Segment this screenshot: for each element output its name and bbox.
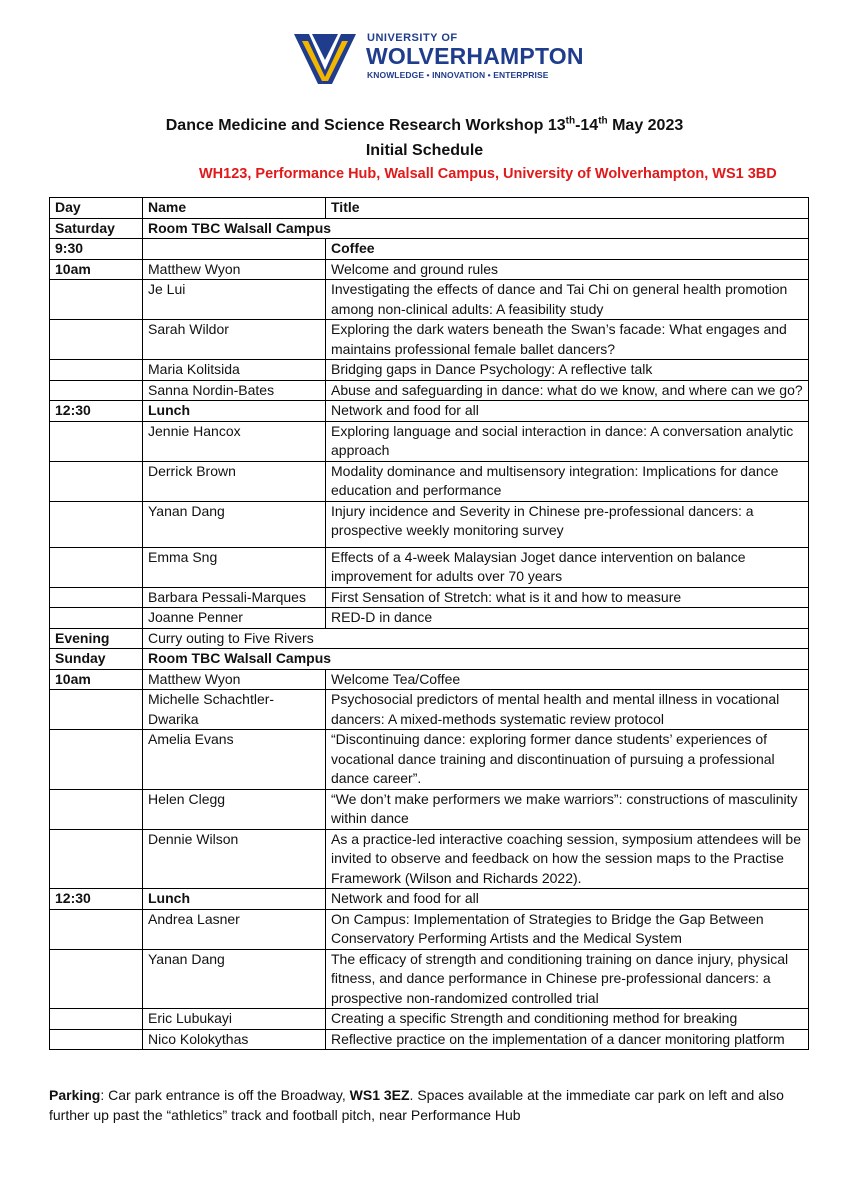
table-row bbox=[50, 669, 809, 690]
venue-line: WH123, Performance Hub, Walsall Campus, University of Wolverhampton, WS1 3BD bbox=[199, 166, 777, 182]
table-row bbox=[50, 547, 809, 587]
parking-note bbox=[49, 1085, 809, 1125]
table-row bbox=[50, 360, 809, 381]
cell-name: Helen Clegg bbox=[143, 789, 326, 829]
cell-day bbox=[50, 380, 143, 401]
cell-day bbox=[50, 1029, 143, 1050]
header-day: Day bbox=[50, 198, 143, 219]
cell-name: Lunch bbox=[143, 401, 326, 422]
cell-day bbox=[50, 608, 143, 629]
cell-day bbox=[50, 949, 143, 1009]
cell-title: Abuse and safeguarding in dance: what do we know, and where can we go? bbox=[326, 380, 809, 401]
cell-title: Coffee bbox=[326, 239, 809, 260]
cell-name: Room TBC Walsall Campus bbox=[143, 218, 809, 239]
cell-title: The efficacy of strength and conditioning training on dance injury, physical fitness, and dance performance in Chinese pre-professional dancers: a prospective non-randomized controlled trial bbox=[326, 949, 809, 1009]
table-row bbox=[50, 789, 809, 829]
cell-title: Injury incidence and Severity in Chinese pre-professional dancers: a prospective weekly monitoring survey bbox=[326, 501, 809, 547]
cell-name: Matthew Wyon bbox=[143, 669, 326, 690]
header-name: Name bbox=[143, 198, 326, 219]
cell-day bbox=[50, 547, 143, 587]
cell-name: Jennie Hancox bbox=[143, 421, 326, 461]
cell-name: Derrick Brown bbox=[143, 461, 326, 501]
cell-day: 12:30 bbox=[50, 889, 143, 910]
table-row bbox=[50, 909, 809, 949]
cell-day bbox=[50, 690, 143, 730]
table-row bbox=[50, 380, 809, 401]
cell-title: Effects of a 4-week Malaysian Joget dance intervention on balance improvement for adults over 70 years bbox=[326, 547, 809, 587]
cell-title: Bridging gaps in Dance Psychology: A reflective talk bbox=[326, 360, 809, 381]
logo-line-wolverhampton: WOLVERHAMPTON bbox=[366, 43, 584, 69]
cell-name: Barbara Pessali-Marques bbox=[143, 587, 326, 608]
cell-day bbox=[50, 829, 143, 889]
cell-name: Room TBC Walsall Campus bbox=[143, 649, 809, 670]
cell-day: Saturday bbox=[50, 218, 143, 239]
cell-day bbox=[50, 421, 143, 461]
parking-text-1: : Car park entrance is off the Broadway, bbox=[100, 1087, 350, 1103]
cell-day: 10am bbox=[50, 259, 143, 280]
cell-day bbox=[50, 909, 143, 949]
cell-name: Maria Kolitsida bbox=[143, 360, 326, 381]
cell-title: Exploring language and social interaction in dance: A conversation analytic approach bbox=[326, 421, 809, 461]
cell-name: Emma Sng bbox=[143, 547, 326, 587]
table-row bbox=[50, 320, 809, 360]
document-title bbox=[0, 116, 849, 136]
cell-name: Sanna Nordin-Bates bbox=[143, 380, 326, 401]
cell-name: Yanan Dang bbox=[143, 949, 326, 1009]
cell-name: Sarah Wildor bbox=[143, 320, 326, 360]
table-row bbox=[50, 1029, 809, 1050]
cell-day bbox=[50, 280, 143, 320]
cell-title: RED-D in dance bbox=[326, 608, 809, 629]
cell-day: 9:30 bbox=[50, 239, 143, 260]
cell-day bbox=[50, 501, 143, 547]
cell-day: 10am bbox=[50, 669, 143, 690]
cell-title: Creating a specific Strength and conditioning method for breaking bbox=[326, 1009, 809, 1030]
cell-name: Joanne Penner bbox=[143, 608, 326, 629]
cell-name bbox=[143, 239, 326, 260]
cell-name: Eric Lubukayi bbox=[143, 1009, 326, 1030]
cell-day bbox=[50, 789, 143, 829]
cell-day: Evening bbox=[50, 628, 143, 649]
table-row bbox=[50, 218, 809, 239]
table-row bbox=[50, 421, 809, 461]
cell-name: Nico Kolokythas bbox=[143, 1029, 326, 1050]
parking-label: Parking bbox=[49, 1087, 101, 1103]
cell-name: Michelle Schachtler-Dwarika bbox=[143, 690, 326, 730]
table-row bbox=[50, 461, 809, 501]
parking-text-2: . Spaces available at the immediate car park on left and also further up past the “athletics” track and football pitch, near Performance Hub bbox=[49, 1087, 784, 1123]
cell-title: Psychosocial predictors of mental health and mental illness in vocational dancers: A mixed-methods systematic review protocol bbox=[326, 690, 809, 730]
table-row bbox=[50, 730, 809, 790]
cell-day: 12:30 bbox=[50, 401, 143, 422]
table-row bbox=[50, 649, 809, 670]
cell-title: On Campus: Implementation of Strategies to Bridge the Gap Between Conservatory Performing Artists and the Medical System bbox=[326, 909, 809, 949]
cell-name: Matthew Wyon bbox=[143, 259, 326, 280]
header-title: Title bbox=[326, 198, 809, 219]
cell-title: Network and food for all bbox=[326, 401, 809, 422]
cell-name: Amelia Evans bbox=[143, 730, 326, 790]
cell-title: Exploring the dark waters beneath the Swan’s facade: What engages and maintains professional female ballet dancers? bbox=[326, 320, 809, 360]
table-row bbox=[50, 608, 809, 629]
cell-title: “We don’t make performers we make warriors”: constructions of masculinity within dance bbox=[326, 789, 809, 829]
table-header-row bbox=[50, 198, 809, 219]
cell-name: Curry outing to Five Rivers bbox=[143, 628, 809, 649]
cell-day bbox=[50, 360, 143, 381]
university-crest-icon bbox=[292, 30, 358, 86]
document-subtitle: Initial Schedule bbox=[365, 142, 484, 159]
cell-day bbox=[50, 320, 143, 360]
cell-title: Reflective practice on the implementation of a dancer monitoring platform bbox=[326, 1029, 809, 1050]
table-row bbox=[50, 280, 809, 320]
cell-day: Sunday bbox=[50, 649, 143, 670]
logo-line-university-of: UNIVERSITY OF bbox=[367, 32, 458, 44]
parking-postcode: WS1 3EZ bbox=[349, 1087, 410, 1103]
table-row bbox=[50, 501, 809, 547]
title-sup-1: th bbox=[565, 115, 576, 127]
title-prefix: Dance Medicine and Science Research Workshop 13 bbox=[165, 117, 566, 134]
table-row bbox=[50, 259, 809, 280]
cell-name: Yanan Dang bbox=[143, 501, 326, 547]
cell-day bbox=[50, 587, 143, 608]
cell-name: Lunch bbox=[143, 889, 326, 910]
cell-day bbox=[50, 461, 143, 501]
cell-title: Welcome and ground rules bbox=[326, 259, 809, 280]
cell-title: Network and food for all bbox=[326, 889, 809, 910]
title-suffix: May 2023 bbox=[607, 117, 684, 134]
cell-title: As a practice-led interactive coaching session, symposium attendees will be invited to observe and feedback on how the session maps to the Practise Framework (Wilson and Richards 2022). bbox=[326, 829, 809, 889]
cell-day bbox=[50, 1009, 143, 1030]
cell-title: Investigating the effects of dance and Tai Chi on general health promotion among non-clinical adults: A feasibility study bbox=[326, 280, 809, 320]
table-row bbox=[50, 690, 809, 730]
schedule-table bbox=[49, 197, 809, 1050]
table-row bbox=[50, 829, 809, 889]
table-row bbox=[50, 239, 809, 260]
cell-name: Dennie Wilson bbox=[143, 829, 326, 889]
cell-title: Modality dominance and multisensory integration: Implications for dance education and performance bbox=[326, 461, 809, 501]
cell-title: “Discontinuing dance: exploring former dance students’ experiences of vocational dance training and discontinuation of pursuing a professional dance career”. bbox=[326, 730, 809, 790]
title-sup-2: th bbox=[598, 115, 608, 127]
university-logo bbox=[292, 30, 584, 86]
table-row bbox=[50, 587, 809, 608]
cell-name: Andrea Lasner bbox=[143, 909, 326, 949]
table-row bbox=[50, 1009, 809, 1030]
title-dash: -14 bbox=[575, 117, 599, 134]
cell-title: Welcome Tea/Coffee bbox=[326, 669, 809, 690]
table-row bbox=[50, 949, 809, 1009]
cell-name: Je Lui bbox=[143, 280, 326, 320]
cell-title: First Sensation of Stretch: what is it and how to measure bbox=[326, 587, 809, 608]
table-row bbox=[50, 401, 809, 422]
table-row bbox=[50, 889, 809, 910]
cell-day bbox=[50, 730, 143, 790]
table-row bbox=[50, 628, 809, 649]
logo-tagline: KNOWLEDGE • INNOVATION • ENTERPRISE bbox=[367, 70, 549, 80]
